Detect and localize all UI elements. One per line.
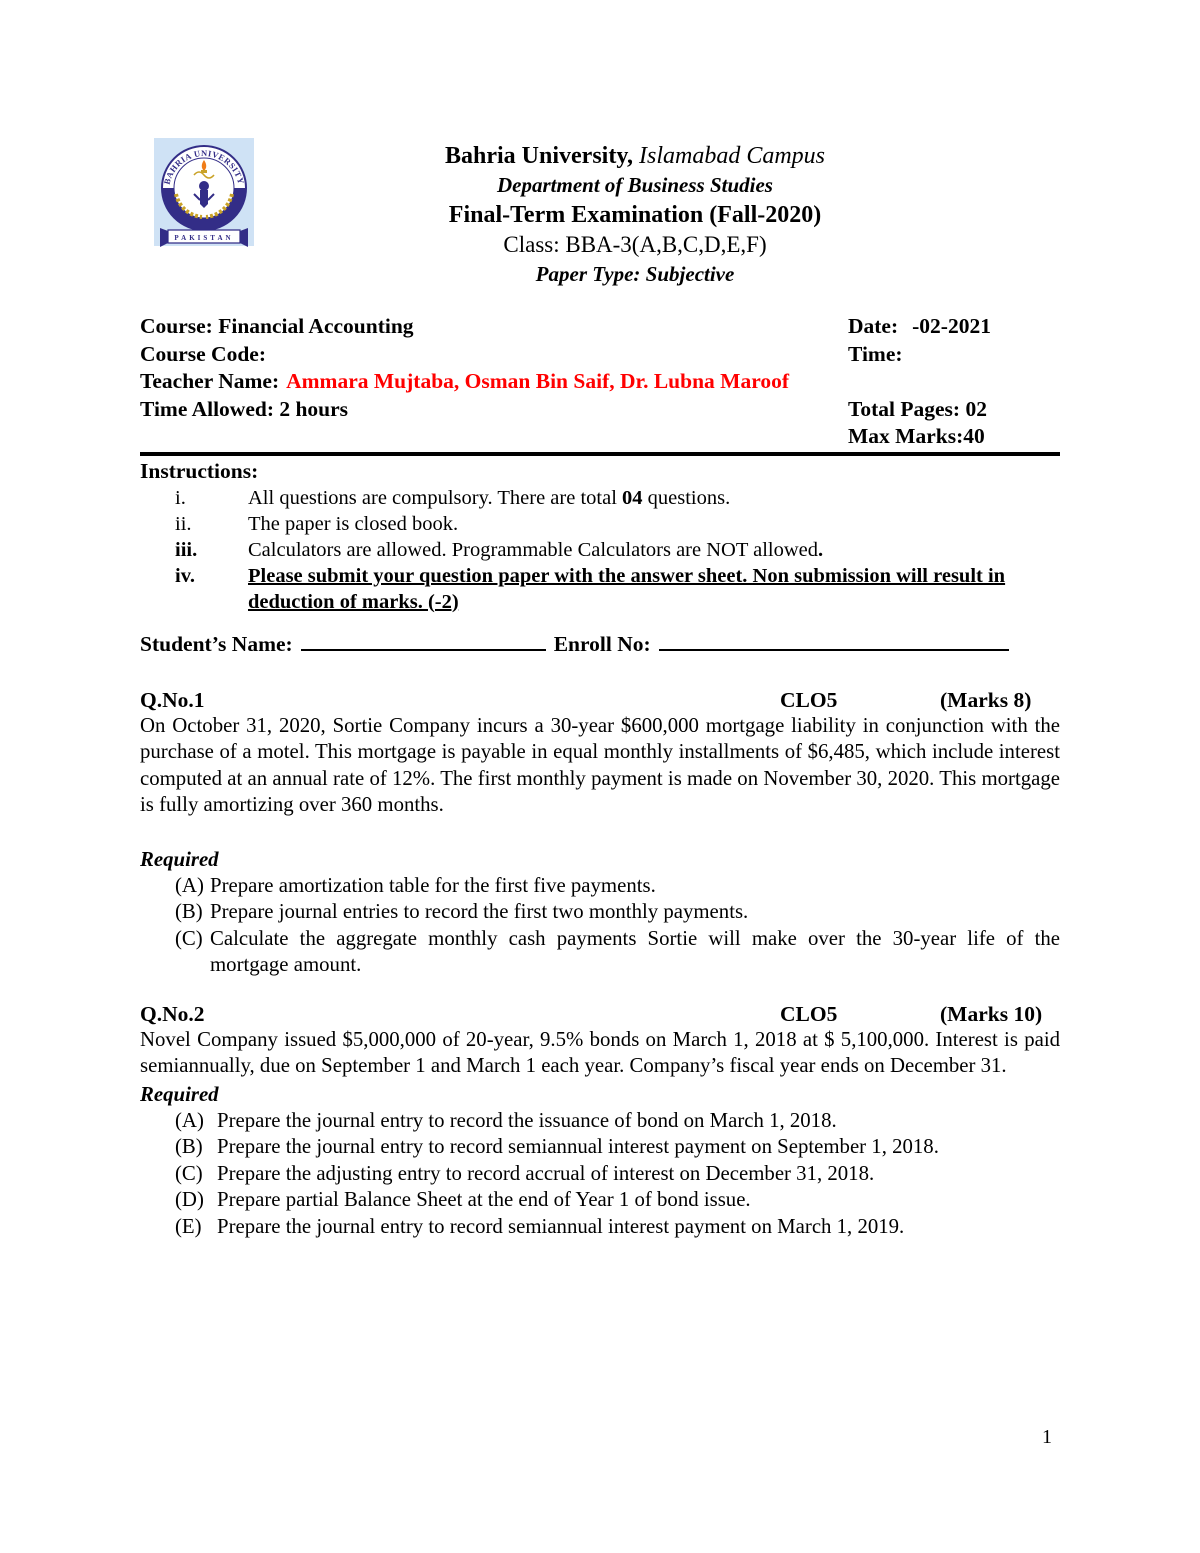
question-part bbox=[175, 899, 1060, 926]
instruction-text: Calculators are allowed. Programmable Calculators are NOT allowed. bbox=[248, 538, 824, 561]
question-clo: CLO5 bbox=[780, 687, 838, 712]
part-text: Calculate the aggregate monthly cash payments Sortie will make over the 30-year life of the mortgage amount. bbox=[210, 926, 1060, 976]
question-part bbox=[175, 1134, 1060, 1161]
instruction-item bbox=[175, 537, 1060, 563]
meta-row-teacher bbox=[140, 368, 1060, 396]
part-text: Prepare the journal entry to record the issuance of bond on March 1, 2018. bbox=[217, 1108, 837, 1132]
time-label: Time: bbox=[848, 341, 903, 366]
meta-row-max-marks bbox=[140, 423, 1060, 451]
meta-row-course bbox=[140, 313, 1060, 341]
logo-ring-text: BAHRIA UNIVERSITY bbox=[161, 147, 247, 186]
meta-row-time-allowed bbox=[140, 396, 1060, 424]
instruction-text: The paper is closed book. bbox=[248, 512, 459, 535]
question-number: Q.No.1 bbox=[140, 687, 205, 712]
question-number: Q.No.2 bbox=[140, 1001, 205, 1026]
date-value: -02-2021 bbox=[912, 314, 991, 338]
question-part bbox=[175, 926, 1060, 979]
part-label: (B) bbox=[175, 1135, 203, 1158]
campus-name: Islamabad Campus bbox=[633, 143, 826, 169]
part-label: (D) bbox=[175, 1188, 204, 1211]
time-allowed-label: Time Allowed: 2 hours bbox=[140, 396, 349, 421]
date-field bbox=[848, 313, 991, 341]
question-clo: CLO5 bbox=[780, 1001, 838, 1026]
question-part bbox=[175, 1214, 1060, 1241]
required-label: Required bbox=[140, 1082, 219, 1106]
part-text: Prepare the journal entry to record semiannual interest payment on September 1, 2018. bbox=[217, 1135, 939, 1158]
part-text: Prepare amortization table for the first five payments. bbox=[210, 873, 656, 897]
question-marks: (Marks 10) bbox=[940, 1001, 1043, 1026]
enroll-no-blank bbox=[659, 631, 1009, 651]
question-2 bbox=[140, 1001, 1060, 1241]
instruction-text: Please submit your question paper with the answer sheet. Non submission will result in deduction of marks. (-2) bbox=[248, 564, 1006, 613]
header-divider bbox=[140, 452, 1060, 456]
logo-ribbon-text: PAKISTAN bbox=[174, 234, 234, 242]
teacher-label: Teacher Name: bbox=[140, 369, 280, 393]
course-label: Course: Financial Accounting bbox=[140, 314, 414, 338]
question-part bbox=[175, 1108, 1060, 1135]
part-label: (E) bbox=[175, 1214, 202, 1238]
date-label: Date: bbox=[848, 314, 899, 338]
department-title: Department of Business Studies bbox=[497, 173, 773, 197]
class-line: Class: BBA-3(A,B,C,D,E,F) bbox=[503, 232, 767, 257]
question-1 bbox=[140, 687, 1060, 979]
enroll-no-label: Enroll No: bbox=[553, 631, 651, 656]
instruction-number: i. bbox=[175, 486, 186, 509]
logo-lamp bbox=[201, 170, 207, 173]
question-part bbox=[175, 873, 1060, 900]
part-label: (C) bbox=[175, 926, 203, 950]
question-1-body: On October 31, 2020, Sortie Company incurs a 30-year $600,000 mortgage liability in conjunction with the purchase of a motel. This mortgage is payable in equal monthly installments of $6,485, which include interest computed at an annual rate of 12%. The first monthly payment is made on November 30, 2020. This mortgage is fully amortizing over 360 months. bbox=[140, 713, 1060, 816]
instruction-item bbox=[175, 485, 1060, 511]
exam-meta bbox=[140, 313, 1060, 451]
required-label: Required bbox=[140, 847, 219, 871]
part-text: Prepare the adjusting entry to record accrual of interest on December 31, 2018. bbox=[217, 1161, 875, 1185]
exam-paper-page bbox=[140, 138, 1060, 1240]
part-label: (B) bbox=[175, 900, 203, 923]
instruction-number: iii. bbox=[175, 538, 198, 561]
student-name-blank bbox=[301, 631, 546, 651]
university-logo bbox=[154, 138, 254, 250]
student-info-line bbox=[140, 631, 1060, 658]
part-text: Prepare journal entries to record the first two monthly payments. bbox=[210, 900, 749, 923]
instruction-number: iv. bbox=[175, 564, 195, 587]
course-code-label: Course Code: bbox=[140, 341, 266, 366]
instructions-section bbox=[140, 458, 1060, 615]
question-part bbox=[175, 1187, 1060, 1214]
question-1-heading bbox=[140, 687, 1060, 713]
part-text: Prepare partial Balance Sheet at the end of Year 1 of bond issue. bbox=[217, 1188, 751, 1211]
logo-emblem-head bbox=[199, 181, 209, 191]
total-pages: Total Pages: 02 bbox=[848, 396, 987, 421]
header-titles bbox=[210, 138, 1060, 289]
page-header bbox=[140, 138, 1060, 289]
max-marks: Max Marks:40 bbox=[848, 424, 985, 448]
part-text: Prepare the journal entry to record semiannual interest payment on March 1, 2019. bbox=[217, 1214, 905, 1238]
part-label: (A) bbox=[175, 1108, 204, 1132]
part-label: (C) bbox=[175, 1161, 203, 1185]
instruction-item-submission bbox=[175, 563, 1060, 615]
university-name: Bahria University, bbox=[444, 143, 633, 169]
question-part bbox=[175, 1161, 1060, 1188]
question-2-heading bbox=[140, 1001, 1060, 1027]
teacher-names: Ammara Mujtaba, Osman Bin Saif, Dr. Lubna Maroof bbox=[286, 369, 790, 393]
question-marks: (Marks 8) bbox=[940, 687, 1032, 712]
page-number: 1 bbox=[1042, 1426, 1052, 1448]
meta-row-code bbox=[140, 341, 1060, 369]
instruction-text: All questions are compulsory. There are total 04 questions. bbox=[248, 486, 731, 509]
paper-type: Paper Type: Subjective bbox=[535, 262, 735, 286]
instruction-item bbox=[175, 511, 1060, 537]
university-title bbox=[210, 141, 1060, 171]
part-label: (A) bbox=[175, 873, 204, 897]
student-name-label: Student’s Name: bbox=[140, 631, 293, 656]
question-2-body: Novel Company issued $5,000,000 of 20-year, 9.5% bonds on March 1, 2018 at $ 5,100,000. Interest is paid semiannually, due on September 1 and March 1 each year. Company’s fiscal year ends on December 31. bbox=[140, 1027, 1060, 1077]
exam-title: Final-Term Examination (Fall-2020) bbox=[448, 202, 822, 228]
instructions-title: Instructions: bbox=[140, 458, 259, 483]
instruction-number: ii. bbox=[175, 512, 192, 535]
